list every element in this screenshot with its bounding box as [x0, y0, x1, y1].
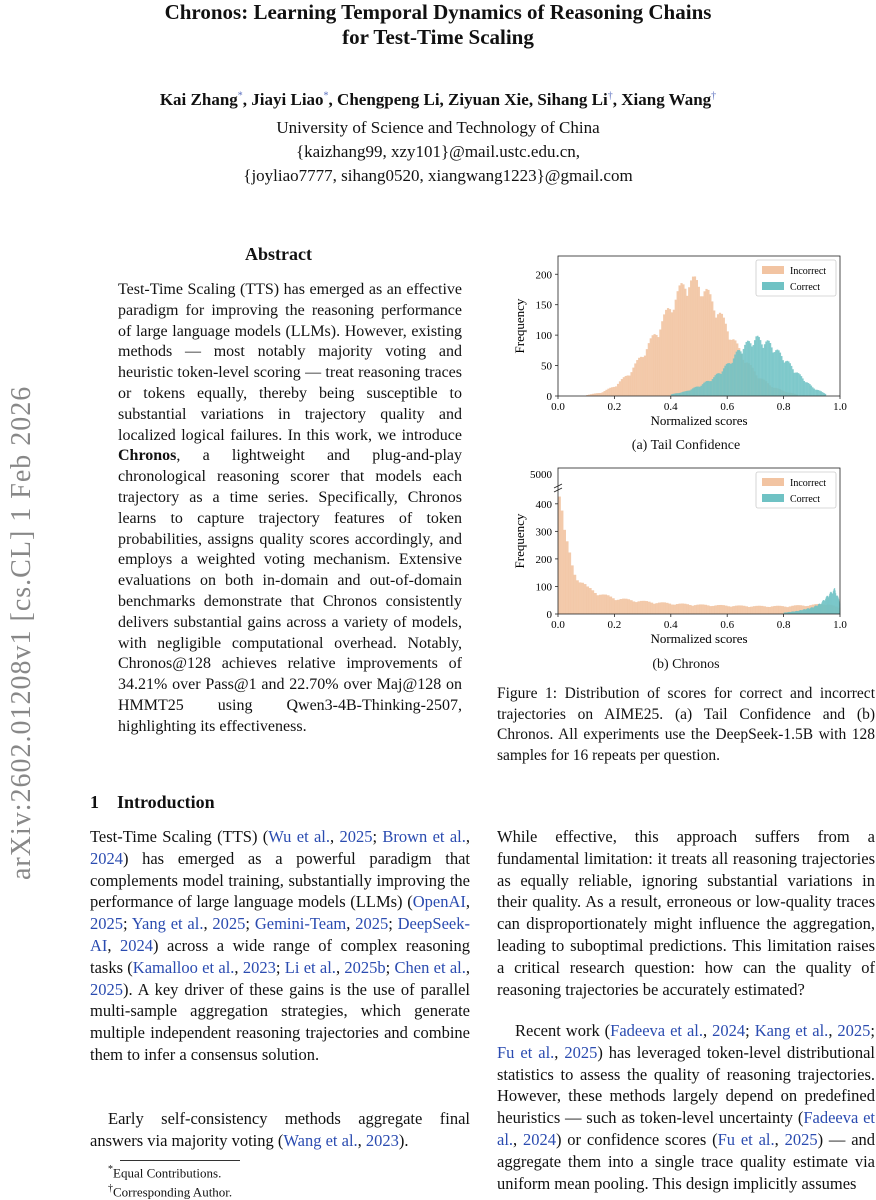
paragraph-text: ,	[513, 1129, 523, 1149]
paragraph-text: ) has leveraged token-level distributional statistics to assess the quality of reasoning trajectories. However, these methods largely depend on predefined heuristics — such as token-level uncertainty (	[497, 1042, 875, 1128]
paragraph-text: ;	[372, 827, 383, 846]
paragraph-text: ,	[465, 957, 471, 977]
citation-link[interactable]: 2024	[712, 1021, 746, 1040]
abstract-text-2: , a lightweight and plug-and-play chronological reasoning scorer that models each trajectory as a time series. Specifically, Chronos learns to capture trajectory features of token probabilities, assigns quality scores accordingly, and employs a weighted voting mechanism. Extensive evaluations on both in-domain and out-of-domain benchmarks demonstrate that Chronos consistently delivers substantial gains across a variety of models, with negligible computational overhead. Notably, Chronos@128 achieves relative improvements of 34.21% over Pass@1 and 22.70% over Maj@128 on HMMT25 using Qwen3-4B-Thinking-2507, highlighting its effectiveness.	[118, 447, 462, 735]
author-list: Kai Zhang*, Jiayi Liao*, Chengpeng Li, Ziyuan Xie, Sihang Li†, Xiang Wang†	[159, 90, 717, 109]
paragraph-text: ,	[828, 1021, 838, 1040]
histogram-bar-incorrect	[688, 287, 690, 396]
paragraph-text: ). A key driver of these gains is the use of parallel multi-sample aggregation strategies, which generate multiple independent reasoning trajectories and combine them to infer a consensus solution.	[90, 979, 470, 1064]
footnote-rule	[120, 1160, 240, 1161]
histogram-bar-incorrect	[621, 379, 623, 396]
histogram-bar-incorrect	[696, 605, 699, 614]
legend-label: Correct	[790, 282, 820, 293]
paragraph-text: ;	[870, 1021, 876, 1040]
legend-swatch	[762, 282, 784, 290]
histogram-bar-incorrect	[755, 606, 758, 614]
histogram-bar-incorrect	[615, 386, 617, 396]
histogram-bar-incorrect	[694, 605, 697, 614]
histogram-bar-incorrect	[666, 603, 669, 614]
histogram-bar-incorrect	[702, 604, 705, 614]
histogram-bar-incorrect	[598, 393, 600, 396]
histogram-bar-incorrect	[566, 541, 569, 614]
histogram-bar-incorrect	[653, 604, 656, 614]
histogram-bar-incorrect	[648, 602, 651, 614]
histogram-bar-incorrect	[561, 511, 564, 614]
author-name: Jiayi Liao	[251, 90, 324, 109]
y-axis-label: Frequency	[512, 513, 527, 569]
x-tick-label: 0.8	[776, 401, 791, 413]
histogram-bar-incorrect	[699, 604, 702, 614]
histogram-bar-incorrect	[730, 607, 733, 614]
histogram-bar-incorrect	[686, 296, 688, 396]
histogram-bar-incorrect	[766, 607, 769, 614]
paragraph-text: Test-Time Scaling (TTS) (	[90, 827, 269, 846]
paragraph-text: ;	[388, 914, 398, 934]
author-name: Ziyuan Xie	[448, 90, 529, 109]
histogram-bar-incorrect	[650, 338, 652, 396]
histogram-bar-incorrect	[684, 604, 687, 614]
histogram-bar-incorrect	[781, 606, 784, 614]
histogram-bar-incorrect	[655, 603, 658, 614]
right-paragraph-2	[497, 1020, 875, 1194]
paragraph-text: ) across a wide range of complex reasoning tasks (	[90, 935, 470, 977]
histogram-bar-incorrect	[648, 343, 650, 396]
histogram-bar-incorrect	[645, 601, 648, 614]
histogram-bar-incorrect	[776, 606, 779, 614]
citation-link[interactable]: Fadeeva et al.	[610, 1021, 704, 1040]
citation-link[interactable]: Wu et al.	[268, 827, 331, 846]
paper-title	[0, 0, 876, 50]
histogram-bar-incorrect	[637, 601, 640, 614]
y-tick-label: 200	[535, 269, 552, 282]
abstract-method-name: Chronos	[118, 447, 177, 465]
histogram-bar-incorrect	[640, 601, 643, 614]
right-paragraph-1	[497, 826, 875, 1000]
histogram-bar-incorrect	[680, 283, 682, 396]
paragraph-text: ) or confidence scores (	[556, 1129, 718, 1149]
histogram-bar-incorrect	[600, 393, 602, 396]
histogram-bar-incorrect	[622, 599, 625, 614]
x-tick-label: 0.2	[607, 619, 622, 631]
email-line-1: {kaizhang99, xzy101}@mail.ustc.edu.cn,	[295, 142, 581, 161]
paragraph-text: ;	[745, 1021, 755, 1040]
legend-label: Incorrect	[790, 478, 827, 489]
paragraph-text: ,	[203, 914, 213, 934]
histogram-bar-incorrect	[740, 605, 743, 614]
subcaption-a: (a) Tail Confidence	[631, 438, 741, 453]
histogram-bar-incorrect	[673, 310, 675, 396]
histogram-bar-incorrect	[640, 357, 642, 396]
paragraph-text: ).	[398, 1130, 409, 1150]
histogram-bar-incorrect	[655, 335, 657, 396]
citation-link[interactable]: 2024	[523, 1129, 556, 1149]
author-mark: *	[323, 90, 329, 102]
citation-link[interactable]: 2025	[90, 979, 123, 999]
citation-link[interactable]: Kamalloo et al.	[132, 957, 235, 977]
citation-link[interactable]: Fadeeva et al.	[497, 1108, 876, 1149]
histogram-bar-incorrect	[644, 356, 646, 396]
x-tick-label: 0.2	[607, 401, 622, 413]
histogram-bar-incorrect	[635, 602, 638, 614]
citation-link[interactable]: Li et al.	[284, 957, 336, 977]
histogram-bar-incorrect	[620, 599, 623, 614]
histogram-bar-incorrect	[576, 580, 579, 614]
histogram-bar-incorrect	[758, 606, 761, 614]
histogram-bar-incorrect	[612, 598, 615, 614]
histogram-bar-incorrect	[609, 597, 612, 614]
histogram-bar-incorrect	[735, 606, 738, 614]
histogram-bar-incorrect	[563, 530, 566, 614]
histogram-bar-incorrect	[709, 294, 711, 396]
paragraph-text: ,	[107, 935, 121, 955]
author-mark: †	[607, 90, 613, 102]
figure-caption: Figure 1: Distribution of scores for correct and incorrect trajectories on AIME25. (a) Tail Confidence and (b) Chronos. All experiments use the DeepSeek-1.5B with 128 samples for 16 repeats per question.	[497, 685, 875, 764]
paragraph-text: ,	[465, 892, 470, 912]
histogram-bar-incorrect	[737, 605, 740, 614]
histogram-bar-incorrect	[657, 337, 659, 396]
histogram-bar-incorrect	[646, 349, 648, 396]
x-tick-label: 0.6	[720, 619, 735, 631]
histogram-bar-incorrect	[743, 606, 746, 614]
histogram-bar-incorrect	[636, 360, 638, 396]
citation-link[interactable]: Brown et al.	[382, 827, 466, 846]
histogram-bar-incorrect	[589, 588, 592, 614]
histogram-bar-incorrect	[684, 289, 686, 396]
y-tick-label: 300	[535, 526, 552, 539]
histogram-bar-incorrect	[623, 377, 625, 396]
footnote-2: †Corresponding Author.	[108, 1183, 233, 1200]
histogram-bar-incorrect	[650, 603, 653, 614]
title-line-2: for Test-Time Scaling	[342, 25, 534, 49]
y-axis-label: Frequency	[512, 298, 527, 354]
x-tick-label: 1.0	[833, 401, 847, 413]
histogram-bar-incorrect	[617, 600, 620, 614]
histogram-bar-incorrect	[750, 607, 753, 614]
paragraph-text: ;	[245, 914, 255, 934]
x-tick-label: 0.0	[551, 401, 565, 413]
histogram-bar-incorrect	[669, 309, 671, 396]
histogram-bar-incorrect	[632, 601, 635, 614]
histogram-bar-incorrect	[573, 575, 576, 614]
author-mark: †	[711, 90, 717, 102]
histogram-bar-incorrect	[668, 604, 671, 614]
histogram-bar-incorrect	[700, 296, 702, 396]
histogram-bar-incorrect	[702, 296, 704, 396]
histogram-bar-incorrect	[692, 277, 694, 396]
y-tick-label: 100	[535, 581, 552, 594]
histogram-bar-incorrect	[653, 334, 655, 396]
citation-link[interactable]: OpenAI	[412, 892, 466, 912]
y-tick-label: 150	[535, 299, 552, 312]
histogram-bar-incorrect	[652, 335, 654, 396]
histogram-bar-incorrect	[625, 599, 628, 614]
citation-link[interactable]: 2023	[365, 1130, 399, 1150]
histogram-bar-incorrect	[629, 376, 631, 396]
x-tick-label: 0.4	[663, 619, 678, 631]
histogram-bar-incorrect	[703, 291, 705, 396]
y-tick-label: 400	[535, 498, 552, 511]
histogram-bar-incorrect	[673, 605, 676, 614]
histogram-bar-incorrect	[677, 291, 679, 396]
histogram-bar-incorrect	[634, 363, 636, 396]
citation-link[interactable]: 2025	[564, 1042, 598, 1062]
histogram-bar-incorrect	[707, 605, 710, 614]
x-tick-label: 0.0	[551, 619, 565, 631]
author-name: Chengpeng Li	[337, 90, 440, 109]
abstract-body	[118, 280, 462, 738]
histogram-bar-incorrect	[691, 606, 694, 614]
histogram-bar-incorrect	[761, 606, 764, 614]
citation-link[interactable]: 2023	[242, 957, 276, 977]
histogram-bar-incorrect	[768, 607, 771, 614]
citation-link[interactable]: 2025b	[344, 957, 386, 977]
histogram-bar-incorrect	[694, 276, 696, 396]
histogram-bar-incorrect	[709, 606, 712, 614]
histogram-bar-incorrect	[689, 605, 692, 614]
histogram-bar-incorrect	[725, 606, 728, 614]
x-tick-label: 0.4	[663, 401, 678, 413]
histogram-bar-incorrect	[579, 582, 582, 614]
citation-link[interactable]: 2025	[784, 1129, 818, 1149]
histogram-tail-confidence	[492, 250, 876, 436]
arxiv-stamp: arXiv:2602.01208v1 [cs.CL] 1 Feb 2026	[6, 385, 37, 880]
paragraph-text: ) has emerged as a powerful paradigm that complements model training, substantially improving the performance of large language models (LLMs) (	[90, 848, 470, 912]
histogram-bar-incorrect	[727, 606, 730, 614]
intro-paragraph-1	[90, 826, 470, 1066]
histogram-bar-incorrect	[619, 381, 621, 396]
histogram-bar-incorrect	[681, 603, 684, 614]
histogram-bar-incorrect	[599, 595, 602, 614]
histogram-bar-incorrect	[678, 285, 680, 396]
histogram-bar-incorrect	[611, 387, 613, 396]
citation-link[interactable]: 2025	[339, 827, 373, 846]
paragraph-text: ;	[385, 957, 395, 977]
abstract-text-1: Test-Time Scaling (TTS) has emerged as an effective paradigm for improving the reasoning performance of large language models (LLMs). However, existing methods — most notably majority voting and heuristic token-level scoring — treat reasoning traces or tokens equally, thereby being susceptible to substantial variations in trajectory quality and localized logical failures. In this work, we introduce	[118, 281, 462, 444]
author-name: Kai Zhang	[159, 90, 238, 109]
histogram-bar-incorrect	[748, 607, 751, 614]
histogram-bar-incorrect	[596, 595, 599, 614]
histogram-bar-incorrect	[686, 604, 689, 614]
paragraph-text: ,	[554, 1042, 565, 1062]
section-heading-introduction	[90, 792, 215, 813]
affiliation: University of Science and Technology of China	[276, 118, 600, 137]
citation-link[interactable]: Fu et al.	[717, 1129, 775, 1149]
histogram-bar-incorrect	[705, 289, 707, 396]
histogram-bar-incorrect	[625, 376, 627, 396]
citation-link[interactable]: 2025	[355, 914, 389, 934]
histogram-bar-incorrect	[568, 552, 571, 614]
histogram-bar-incorrect	[558, 497, 561, 614]
histogram-bar-incorrect	[627, 599, 630, 614]
histogram-bar-incorrect	[581, 583, 584, 614]
histogram-bar-incorrect	[643, 601, 646, 614]
histogram-bar-incorrect	[661, 602, 664, 614]
histogram-bar-incorrect	[632, 368, 634, 396]
histogram-bar-incorrect	[671, 605, 674, 614]
histogram-bar-incorrect	[609, 388, 611, 396]
citation-link[interactable]: 2025	[90, 914, 123, 934]
histogram-bar-incorrect	[753, 606, 756, 614]
histogram-bar-incorrect	[596, 393, 598, 396]
legend-swatch	[762, 266, 784, 274]
histogram-bar-incorrect	[607, 389, 609, 396]
histogram-bar-incorrect	[678, 604, 681, 614]
x-axis-label: Normalized scores	[650, 413, 748, 428]
paragraph-text: ,	[234, 957, 243, 977]
histogram-bar-incorrect	[617, 384, 619, 396]
citation-link[interactable]: 2025	[212, 914, 246, 934]
histogram-bar-incorrect	[722, 605, 725, 614]
histogram-bar-incorrect	[586, 586, 589, 614]
histogram-bar-incorrect	[584, 584, 587, 614]
histogram-bar-incorrect	[714, 605, 717, 614]
histogram-bar-incorrect	[665, 310, 667, 396]
paragraph-text: ,	[346, 914, 356, 934]
histogram-bar-incorrect	[763, 606, 766, 614]
x-axis-label: Normalized scores	[650, 631, 748, 646]
histogram-bar-incorrect	[661, 321, 663, 396]
histogram-bar-incorrect	[773, 606, 776, 614]
paragraph-text: ) — and aggregate them into a single trace quality estimate via uniform mean pooling. This design implicitly assumes	[497, 1129, 876, 1193]
author-mark: *	[237, 90, 243, 102]
citation-link[interactable]: 2024	[90, 848, 123, 868]
footnote-1-text: Equal Contributions.	[113, 1165, 222, 1181]
histogram-bar-incorrect	[658, 603, 661, 614]
paragraph-text: Recent work (	[515, 1021, 611, 1040]
paragraph-text: ,	[357, 1130, 366, 1150]
email-line-2: {joyliao7777, sihang0520, xiangwang1223}@gmail.com	[243, 166, 633, 185]
y-break-label: 5000	[530, 469, 552, 481]
histogram-bar-incorrect	[707, 290, 709, 396]
paragraph-text: ;	[275, 957, 285, 977]
histogram-bar-incorrect	[607, 595, 610, 614]
histogram-bar-incorrect	[630, 372, 632, 396]
y-tick-label: 0	[546, 391, 552, 403]
histogram-bar-incorrect	[630, 600, 633, 614]
legend-swatch	[762, 494, 784, 502]
histogram-bar-incorrect	[602, 594, 605, 614]
paragraph-text: While effective, this approach suffers from a fundamental limitation: it treats all reasoning trajectories as equally reliable, ignoring substantial variations in their quality. As a result, erroneous or low-quality traces can disproportionately might influence the aggregation, leading to suboptimal predictions. This limitation raises a critical research question: how can the quality of reasoning trajectories be accurately estimated?	[497, 827, 875, 999]
histogram-bar-incorrect	[663, 602, 666, 614]
histogram-bar-incorrect	[659, 329, 661, 396]
histogram-bar-incorrect	[698, 287, 700, 396]
y-tick-label: 50	[541, 360, 552, 373]
citation-link[interactable]: Gemini-Team	[254, 914, 347, 934]
citation-link[interactable]: Yang et al.	[131, 914, 204, 934]
histogram-bar-incorrect	[591, 590, 594, 614]
citation-link[interactable]: DeepSeek-AI	[90, 914, 470, 955]
citation-link[interactable]: Chen et al.	[394, 957, 466, 977]
x-tick-label: 1.0	[833, 619, 847, 631]
y-tick-label: 100	[535, 330, 552, 343]
histogram-bar-incorrect	[704, 605, 707, 614]
histogram-bar-incorrect	[720, 605, 723, 614]
footnote-1: *Equal Contributions.	[108, 1164, 222, 1181]
intro-paragraph-2	[90, 1108, 470, 1152]
citation-link[interactable]: Kang et al.	[754, 1021, 829, 1040]
legend-label: Incorrect	[790, 266, 827, 277]
legend-label: Correct	[790, 494, 820, 505]
histogram-bar-incorrect	[571, 565, 574, 614]
citation-link[interactable]: Fu et al.	[497, 1042, 555, 1062]
section-number: 1	[90, 792, 99, 812]
y-tick-label: 0	[546, 609, 552, 621]
histogram-bar-incorrect	[690, 280, 692, 396]
paragraph-text: ,	[465, 827, 470, 846]
paragraph-text: ,	[774, 1129, 785, 1149]
histogram-bar-incorrect	[594, 593, 597, 614]
footnote-2-text: Corresponding Author.	[113, 1184, 233, 1200]
paragraph-text: ,	[330, 827, 340, 846]
histogram-bar-incorrect	[604, 391, 606, 396]
histogram-bar-incorrect	[732, 606, 735, 614]
histogram-bar-incorrect	[627, 375, 629, 396]
histogram-bar-incorrect	[675, 300, 677, 396]
x-tick-label: 0.8	[776, 619, 791, 631]
histogram-bar-incorrect	[696, 280, 698, 396]
histogram-bar-incorrect	[771, 606, 774, 614]
histogram-bar-incorrect	[613, 387, 615, 396]
histogram-bar-incorrect	[671, 312, 673, 396]
x-tick-label: 0.6	[720, 401, 735, 413]
paragraph-text: ,	[703, 1021, 713, 1040]
histogram-bar-incorrect	[745, 606, 748, 614]
author-name: Sihang Li	[537, 90, 608, 109]
histogram-bar-incorrect	[778, 606, 781, 614]
legend-swatch	[762, 478, 784, 486]
histogram-bar-incorrect	[682, 284, 684, 396]
histogram-bar-incorrect	[676, 604, 679, 614]
abstract-heading: Abstract	[245, 244, 312, 264]
histogram-bar-incorrect	[667, 308, 669, 396]
histogram-bar-incorrect	[717, 605, 720, 614]
histogram-bar-incorrect	[614, 600, 617, 614]
paragraph-text: Early self-consistency methods aggregate final answers via majority voting (	[90, 1109, 470, 1150]
paragraph-text: ;	[123, 914, 132, 934]
citation-link[interactable]: 2024	[120, 935, 154, 955]
histogram-bar-incorrect	[602, 392, 604, 396]
subcaption-b: (b) Chronos	[652, 657, 720, 672]
histogram-bar-incorrect	[712, 606, 715, 614]
y-tick-label: 200	[535, 553, 552, 566]
histogram-bar-incorrect	[638, 358, 640, 396]
histogram-chronos	[492, 462, 876, 656]
histogram-bar-incorrect	[642, 357, 644, 396]
author-name: Xiang Wang	[621, 90, 712, 109]
title-line-1: Chronos: Learning Temporal Dynamics of Reasoning Chains	[164, 0, 712, 24]
histogram-bar-incorrect	[663, 314, 665, 396]
histogram-bar-incorrect	[604, 595, 607, 614]
citation-link[interactable]: 2025	[837, 1021, 871, 1040]
paragraph-text: ,	[335, 957, 345, 977]
citation-link[interactable]: Wang et al.	[283, 1130, 358, 1150]
section-title: Introduction	[117, 792, 215, 812]
histogram-bar-incorrect	[605, 390, 607, 396]
